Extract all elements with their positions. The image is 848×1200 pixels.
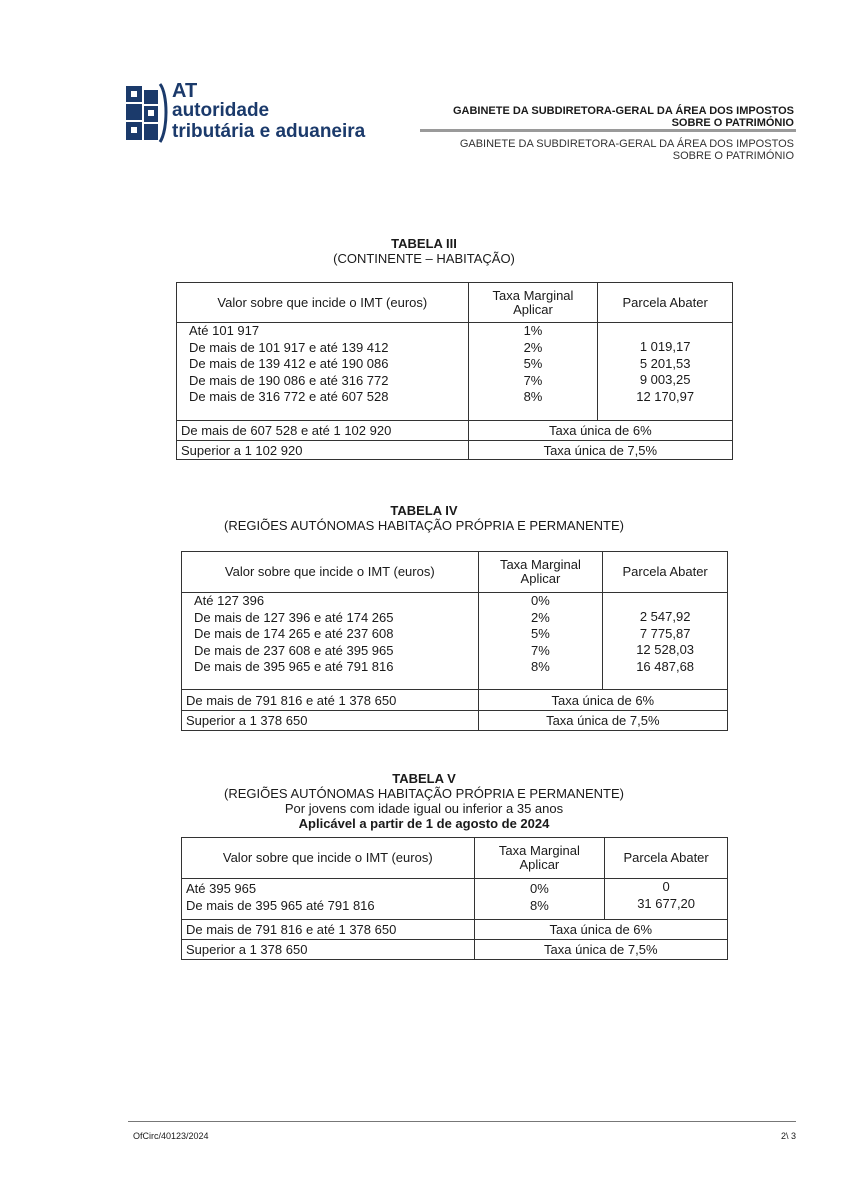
single-rate-value: Taxa única de 6% xyxy=(478,690,727,711)
rates-cell xyxy=(468,323,598,421)
table-subtitle: (CONTINENTE – HABITAÇÃO) xyxy=(333,251,515,266)
table-title: TABELA III xyxy=(391,236,457,251)
single-rate-label: Superior a 1 378 650 xyxy=(182,940,475,960)
single-rate-value: Taxa única de 6% xyxy=(468,421,732,441)
bracket: De mais de 174 265 e até 237 608 xyxy=(194,626,394,641)
deduction: 5 201,53 xyxy=(639,355,691,371)
rate: 8% xyxy=(523,389,543,404)
table-title: TABELA IV xyxy=(390,503,458,518)
bracket: Até 395 965 xyxy=(186,881,257,896)
single-rate-value: Taxa única de 7,5% xyxy=(478,711,727,731)
footer-page-number: 2\ 3 xyxy=(780,1131,796,1141)
bracket: De mais de 190 086 e até 316 772 xyxy=(189,372,389,388)
table-5 xyxy=(181,837,728,960)
rate: 8% xyxy=(530,897,549,913)
logo-at-text: AT xyxy=(172,80,198,102)
header-line: GABINETE DA SUBDIRETORA-GERAL DA ÁREA DOS IMPOSTOS xyxy=(452,105,794,117)
single-rate-label: Superior a 1 378 650 xyxy=(182,711,479,731)
logo-line-autoridade: autoridade xyxy=(172,100,270,121)
bracket: Até 101 917 xyxy=(189,323,260,338)
table-subtitle-date: Aplicável a partir de 1 de agosto de 2024 xyxy=(298,816,550,831)
bracket: Até 127 396 xyxy=(194,593,265,608)
table-row xyxy=(177,441,733,460)
brackets-cell xyxy=(182,879,475,920)
table-title: TABELA V xyxy=(392,771,456,786)
rate: 5% xyxy=(531,626,550,641)
brackets-cell xyxy=(182,593,479,690)
bracket: De mais de 127 396 e até 174 265 xyxy=(194,609,394,625)
table-subtitle: (REGIÕES AUTÓNOMAS HABITAÇÃO PRÓPRIA E PERMANENTE) xyxy=(224,518,624,533)
header-line: GABINETE DA SUBDIRETORA-GERAL DA ÁREA DOS IMPOSTOS xyxy=(459,138,794,150)
header-department-bold xyxy=(453,105,794,129)
footer-reference: OfCirc/40123/2024 xyxy=(133,1131,209,1141)
single-rate-value: Taxa única de 7,5% xyxy=(474,940,727,960)
brackets-cell xyxy=(177,323,469,421)
single-rate-value: Taxa única de 6% xyxy=(474,920,727,940)
rate: 7% xyxy=(531,642,550,658)
deduction: 16 487,68 xyxy=(636,658,695,674)
table-row xyxy=(182,711,728,731)
table-3 xyxy=(176,282,733,460)
deduction: 7 775,87 xyxy=(639,625,691,641)
deductions-cell xyxy=(598,323,733,421)
col-header-deduction: Parcela Abater xyxy=(603,552,728,593)
deduction: 2 547,92 xyxy=(639,609,691,624)
header-department-regular xyxy=(460,138,794,162)
rate: 2% xyxy=(523,339,543,355)
deduction: 31 677,20 xyxy=(637,895,696,911)
deduction: 12 170,97 xyxy=(636,388,695,404)
col-header-value: Valor sobre que incide o IMT (euros) xyxy=(182,838,475,879)
deduction: 12 528,03 xyxy=(636,642,695,657)
rates-cell xyxy=(474,879,605,920)
table-row xyxy=(182,940,728,960)
table-subtitle-age: Por jovens com idade igual ou inferior a 35 anos xyxy=(284,801,564,816)
table-row xyxy=(182,920,728,940)
table-subtitle: (REGIÕES AUTÓNOMAS HABITAÇÃO PRÓPRIA E PERMANENTE) xyxy=(224,786,624,801)
rate: 8% xyxy=(531,659,550,674)
single-rate-label: De mais de 607 528 e até 1 102 920 xyxy=(177,421,469,441)
bracket: De mais de 101 917 e até 139 412 xyxy=(189,339,389,355)
bracket: De mais de 395 965 até 791 816 xyxy=(186,897,375,913)
table-row xyxy=(177,421,733,441)
header-line: SOBRE O PATRIMÓNIO xyxy=(671,117,794,129)
single-rate-label: De mais de 791 816 e até 1 378 650 xyxy=(182,690,479,711)
logo-line-tributaria: tributária e aduaneira xyxy=(172,121,366,142)
header-divider xyxy=(420,129,796,132)
deductions-cell xyxy=(605,879,728,920)
rate: 0% xyxy=(530,881,549,896)
col-header-rate: Taxa Marginal Aplicar xyxy=(468,283,598,323)
table-5-title-block xyxy=(0,771,848,831)
at-emblem-icon xyxy=(122,80,168,146)
single-rate-value: Taxa única de 7,5% xyxy=(468,441,732,460)
header-line: SOBRE O PATRIMÓNIO xyxy=(672,150,794,162)
at-logo xyxy=(122,80,382,150)
rates-cell xyxy=(478,593,603,690)
deduction: 9 003,25 xyxy=(639,372,691,387)
bracket: De mais de 395 965 e até 791 816 xyxy=(194,659,394,674)
bracket: De mais de 139 412 e até 190 086 xyxy=(189,356,389,371)
col-header-deduction: Parcela Abater xyxy=(605,838,728,879)
table-4-title-block xyxy=(0,503,848,533)
table-3-title-block xyxy=(0,236,848,266)
rate: 0% xyxy=(531,593,550,608)
deduction: 0 xyxy=(662,879,670,894)
rate: 1% xyxy=(523,323,543,338)
footer-divider xyxy=(128,1121,796,1122)
single-rate-label: Superior a 1 102 920 xyxy=(177,441,469,460)
col-header-value: Valor sobre que incide o IMT (euros) xyxy=(182,552,479,593)
table-4 xyxy=(181,551,728,731)
col-header-rate: Taxa Marginal Aplicar xyxy=(474,838,605,879)
deductions-cell xyxy=(603,593,728,690)
rate: 7% xyxy=(523,372,543,388)
bracket: De mais de 316 772 e até 607 528 xyxy=(189,389,389,404)
table-row xyxy=(182,690,728,711)
col-header-deduction: Parcela Abater xyxy=(598,283,733,323)
col-header-value: Valor sobre que incide o IMT (euros) xyxy=(177,283,469,323)
rate: 5% xyxy=(523,356,543,371)
single-rate-label: De mais de 791 816 e até 1 378 650 xyxy=(182,920,475,940)
rate: 2% xyxy=(531,609,550,625)
deduction: 1 019,17 xyxy=(639,339,691,354)
col-header-rate: Taxa Marginal Aplicar xyxy=(478,552,603,593)
bracket: De mais de 237 608 e até 395 965 xyxy=(194,642,394,658)
